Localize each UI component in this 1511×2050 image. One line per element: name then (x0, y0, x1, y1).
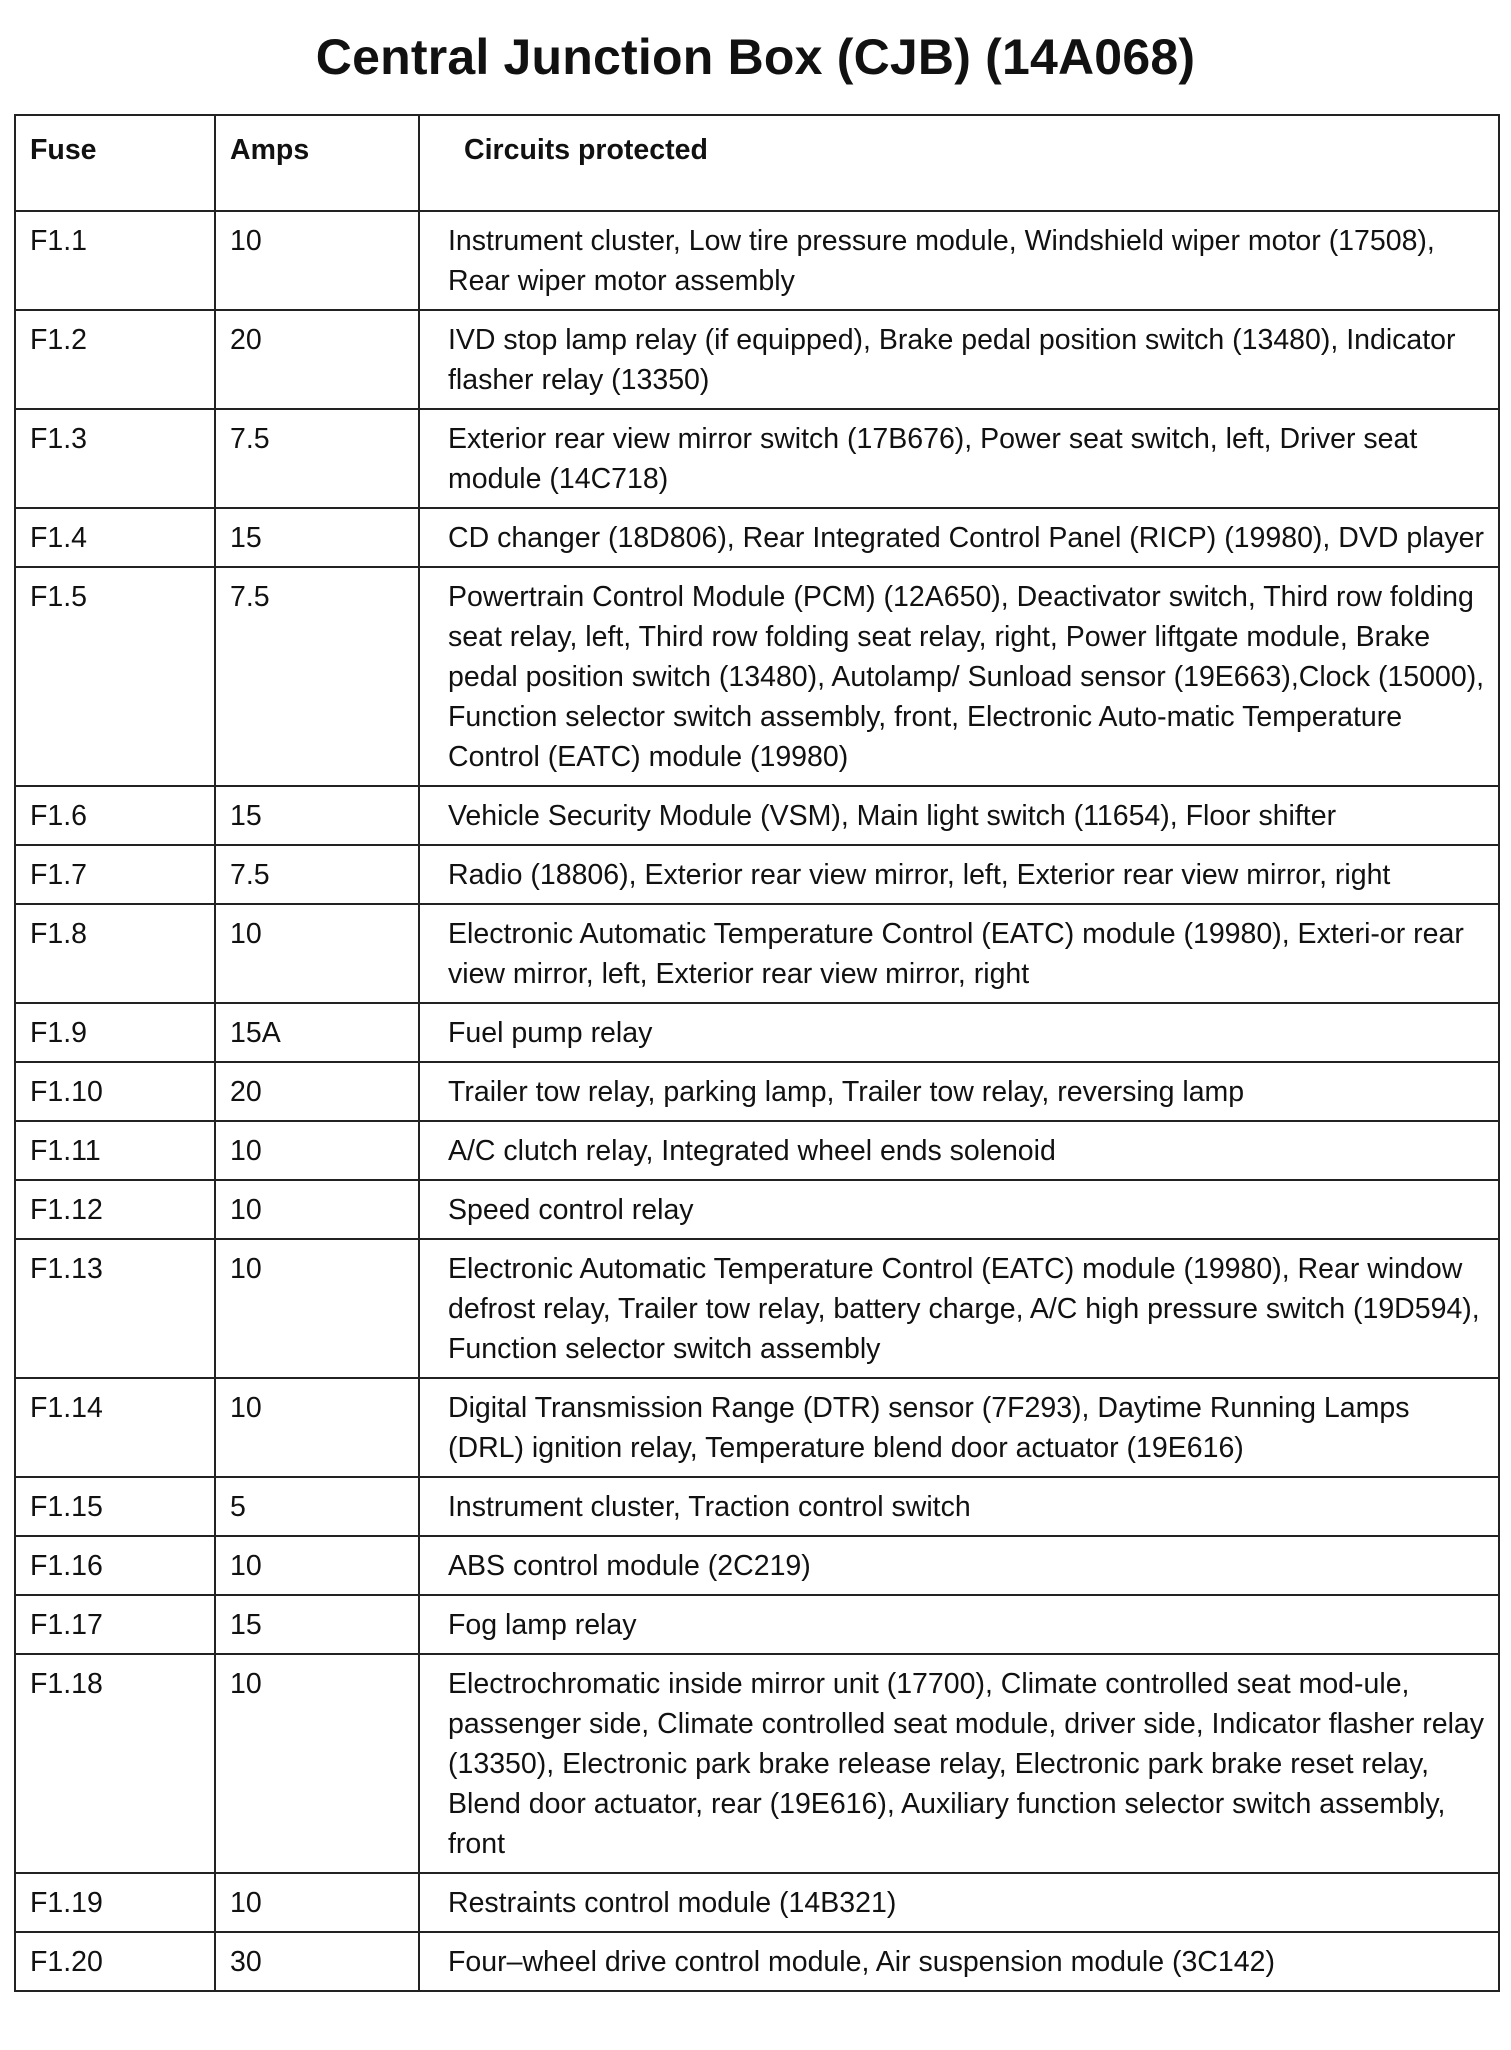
amps-cell: 7.5 (215, 409, 419, 508)
fuse-cell: F1.10 (15, 1062, 215, 1121)
column-header-circuits: Circuits protected (419, 115, 1499, 211)
circuits-cell: Vehicle Security Module (VSM), Main light switch (11654), Floor shifter (419, 786, 1499, 845)
fuse-cell: F1.2 (15, 310, 215, 409)
circuits-cell: Instrument cluster, Low tire pressure module, Windshield wiper motor (17508), Rear wiper motor assembly (419, 211, 1499, 310)
table-row (15, 1121, 1499, 1180)
amps-cell: 30 (215, 1932, 419, 1991)
table-body (15, 211, 1499, 1991)
circuits-cell: Trailer tow relay, parking lamp, Trailer tow relay, reversing lamp (419, 1062, 1499, 1121)
circuits-cell: Speed control relay (419, 1180, 1499, 1239)
fuse-cell: F1.19 (15, 1873, 215, 1932)
fuse-cell: F1.18 (15, 1654, 215, 1873)
amps-cell: 7.5 (215, 845, 419, 904)
fuse-cell: F1.6 (15, 786, 215, 845)
amps-cell: 7.5 (215, 567, 419, 786)
circuits-cell: Powertrain Control Module (PCM) (12A650), Deactivator switch, Third row folding seat relay, left, Third row folding seat relay, right, Power liftgate module, Brake pedal position switch (13480), Autolamp/ Sunload sensor (19E663),Clock (15000), Function selector switch assembly, front, Electronic Auto-matic Temperature Control (EATC) module (19980) (419, 567, 1499, 786)
amps-cell: 15 (215, 508, 419, 567)
amps-cell: 15 (215, 786, 419, 845)
amps-cell: 10 (215, 904, 419, 1003)
table-row (15, 1378, 1499, 1477)
circuits-cell: Fuel pump relay (419, 1003, 1499, 1062)
circuits-cell: Restraints control module (14B321) (419, 1873, 1499, 1932)
table-row (15, 1003, 1499, 1062)
amps-cell: 10 (215, 1536, 419, 1595)
table-row (15, 1239, 1499, 1378)
amps-cell: 20 (215, 310, 419, 409)
fuse-cell: F1.8 (15, 904, 215, 1003)
column-header-fuse: Fuse (15, 115, 215, 211)
fuse-cell: F1.16 (15, 1536, 215, 1595)
table-row (15, 567, 1499, 786)
column-header-amps: Amps (215, 115, 419, 211)
table-row (15, 1477, 1499, 1536)
fuse-cell: F1.7 (15, 845, 215, 904)
table-row (15, 409, 1499, 508)
fuse-cell: F1.14 (15, 1378, 215, 1477)
amps-cell: 5 (215, 1477, 419, 1536)
fuse-cell: F1.20 (15, 1932, 215, 1991)
circuits-cell: Electronic Automatic Temperature Control (EATC) module (19980), Exteri-or rear view mirror, left, Exterior rear view mirror, right (419, 904, 1499, 1003)
circuits-cell: Electronic Automatic Temperature Control (EATC) module (19980), Rear window defrost relay, Trailer tow relay, battery charge, A/C high pressure switch (19D594), Function selector switch assembly (419, 1239, 1499, 1378)
amps-cell: 10 (215, 1873, 419, 1932)
amps-cell: 10 (215, 1239, 419, 1378)
circuits-cell: ABS control module (2C219) (419, 1536, 1499, 1595)
circuits-cell: Four–wheel drive control module, Air suspension module (3C142) (419, 1932, 1499, 1991)
fuse-cell: F1.9 (15, 1003, 215, 1062)
page-title: Central Junction Box (CJB) (14A068) (315, 29, 1196, 85)
amps-cell: 10 (215, 1654, 419, 1873)
circuits-cell: Exterior rear view mirror switch (17B676), Power seat switch, left, Driver seat module (14C718) (419, 409, 1499, 508)
table-row (15, 1062, 1499, 1121)
table-row (15, 1180, 1499, 1239)
table-row (15, 1595, 1499, 1654)
fuse-cell: F1.1 (15, 211, 215, 310)
table-header-row (15, 115, 1499, 211)
amps-cell: 15 (215, 1595, 419, 1654)
table-row (15, 1654, 1499, 1873)
fuse-cell: F1.4 (15, 508, 215, 567)
fuse-table (14, 114, 1500, 1992)
table-row (15, 1873, 1499, 1932)
amps-cell: 20 (215, 1062, 419, 1121)
fuse-cell: F1.3 (15, 409, 215, 508)
circuits-cell: IVD stop lamp relay (if equipped), Brake pedal position switch (13480), Indicator flasher relay (13350) (419, 310, 1499, 409)
amps-cell: 10 (215, 1121, 419, 1180)
circuits-cell: Instrument cluster, Traction control switch (419, 1477, 1499, 1536)
amps-cell: 15A (215, 1003, 419, 1062)
table-row (15, 508, 1499, 567)
amps-cell: 10 (215, 211, 419, 310)
circuits-cell: Digital Transmission Range (DTR) sensor (7F293), Daytime Running Lamps (DRL) ignition relay, Temperature blend door actuator (19E616) (419, 1378, 1499, 1477)
table-row (15, 310, 1499, 409)
amps-cell: 10 (215, 1180, 419, 1239)
circuits-cell: CD changer (18D806), Rear Integrated Control Panel (RICP) (19980), DVD player (419, 508, 1499, 567)
fuse-cell: F1.12 (15, 1180, 215, 1239)
amps-cell: 10 (215, 1378, 419, 1477)
table-row (15, 1536, 1499, 1595)
table-row (15, 786, 1499, 845)
table-row (15, 1932, 1499, 1991)
fuse-cell: F1.15 (15, 1477, 215, 1536)
circuits-cell: A/C clutch relay, Integrated wheel ends solenoid (419, 1121, 1499, 1180)
circuits-cell: Fog lamp relay (419, 1595, 1499, 1654)
circuits-cell: Radio (18806), Exterior rear view mirror, left, Exterior rear view mirror, right (419, 845, 1499, 904)
table-row (15, 904, 1499, 1003)
fuse-cell: F1.17 (15, 1595, 215, 1654)
fuse-cell: F1.11 (15, 1121, 215, 1180)
table-row (15, 211, 1499, 310)
fuse-cell: F1.5 (15, 567, 215, 786)
circuits-cell: Electrochromatic inside mirror unit (17700), Climate controlled seat mod-ule, passenger side, Climate controlled seat module, driver side, Indicator flasher relay (13350), Electronic park brake release relay, Electronic park brake reset relay, Blend door actuator, rear (19E616), Auxiliary function selector switch assembly, front (419, 1654, 1499, 1873)
table-row (15, 845, 1499, 904)
fuse-cell: F1.13 (15, 1239, 215, 1378)
